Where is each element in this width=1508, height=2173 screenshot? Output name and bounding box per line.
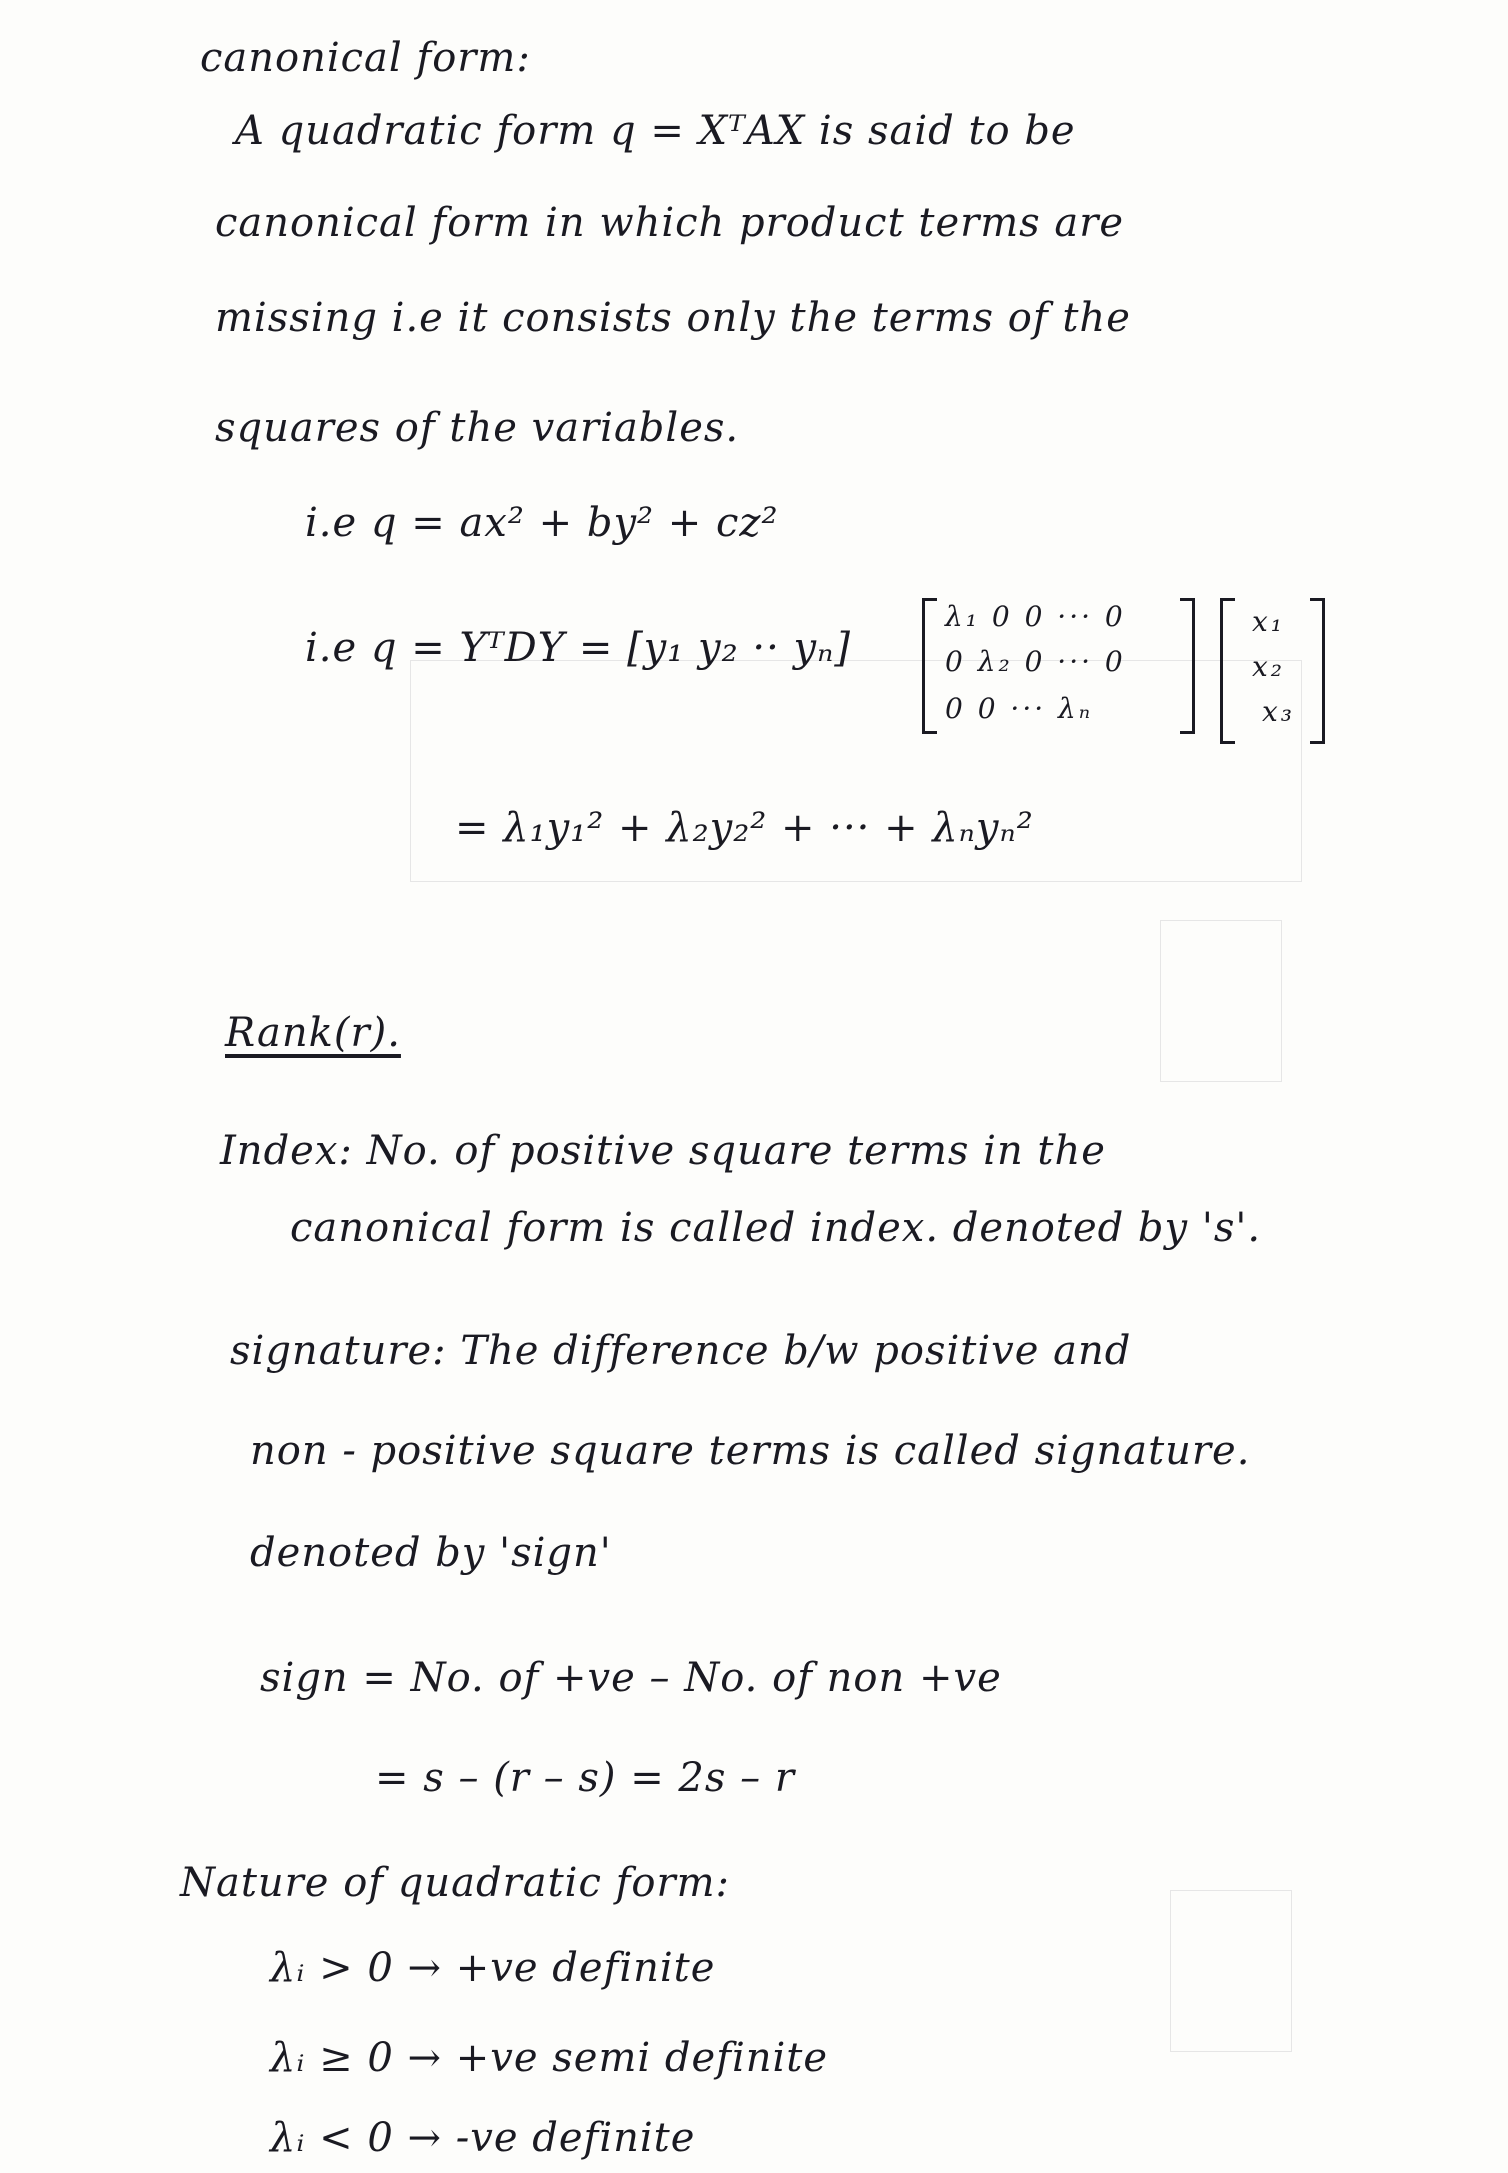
- nature-heading: Nature of quadratic form:: [180, 1860, 730, 1906]
- sign-formula-line-1: sign = No. of +ve – No. of non +ve: [260, 1655, 1002, 1701]
- bleed-through-mark: [1170, 1890, 1292, 2052]
- example-equation: i.e q = ax² + by² + cz²: [305, 500, 779, 546]
- definition-line-2: canonical form in which product terms are: [215, 200, 1125, 246]
- bleed-through-mark: [1160, 920, 1282, 1082]
- expanded-sum: = λ₁y₁² + λ₂y₂² + ··· + λₙyₙ²: [455, 805, 1034, 851]
- definition-line-1: A quadratic form q = XᵀAX is said to be: [235, 108, 1076, 154]
- matrix-row: 0 λ₂ 0 ··· 0: [945, 645, 1126, 678]
- vector-left-bracket: [1220, 598, 1235, 744]
- matrix-right-bracket: [1180, 598, 1195, 734]
- vector-entry: x₃: [1262, 695, 1296, 728]
- definition-line-4: squares of the variables.: [215, 405, 740, 451]
- signature-line-2: non - positive square terms is called signature.: [250, 1428, 1251, 1474]
- matrix-row: λ₁ 0 0 ··· 0: [945, 600, 1126, 633]
- nature-item-negative-definite: λᵢ < 0 → -ve definite: [270, 2115, 696, 2161]
- signature-line-3: denoted by 'sign': [250, 1530, 612, 1576]
- nature-item-positive-definite: λᵢ > 0 → +ve definite: [270, 1945, 716, 1991]
- rank-label: Rank(r).: [225, 1010, 401, 1056]
- nature-item-positive-semi-definite: λᵢ ≥ 0 → +ve semi definite: [270, 2035, 829, 2081]
- sign-formula-line-2: = s – (r – s) = 2s – r: [375, 1755, 795, 1801]
- signature-line-1: signature: The difference b/w positive and: [230, 1328, 1132, 1374]
- vector-entry: x₁: [1252, 605, 1286, 638]
- index-line-2: canonical form is called index. denoted by 's'.: [290, 1205, 1262, 1251]
- matrix-left-bracket: [922, 598, 937, 734]
- matrix-form-lhs: i.e q = YᵀDY = [y₁ y₂ ·· yₙ]: [305, 625, 851, 671]
- definition-line-3: missing i.e it consists only the terms of the: [215, 295, 1131, 341]
- index-line-1: Index: No. of positive square terms in the: [220, 1128, 1106, 1174]
- heading-canonical-form: canonical form:: [200, 35, 531, 81]
- vector-entry: x₂: [1252, 650, 1286, 683]
- matrix-row: 0 0 ··· λₙ: [945, 692, 1094, 725]
- vector-right-bracket: [1310, 598, 1325, 744]
